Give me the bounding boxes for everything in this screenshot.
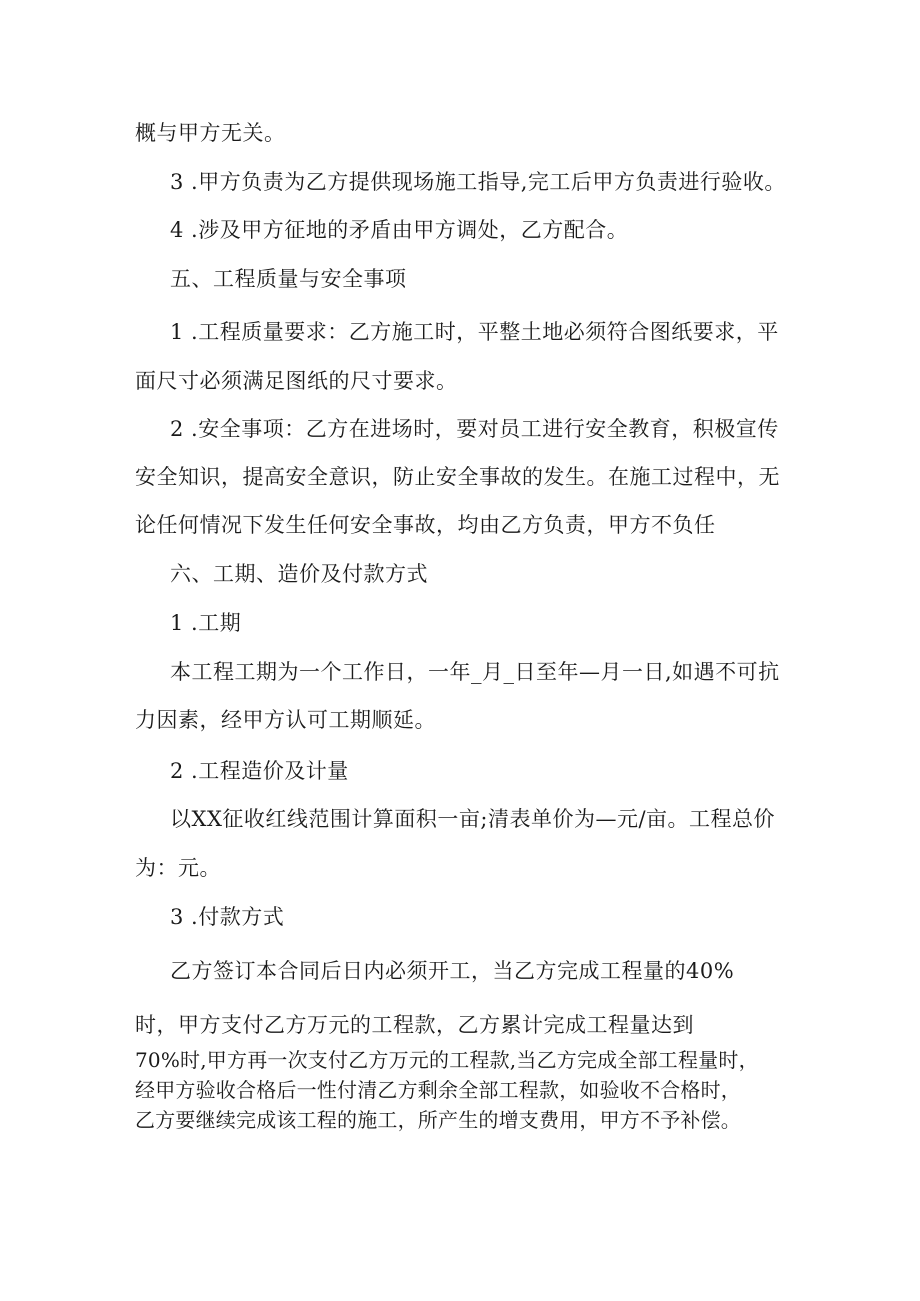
section-heading: 六、工期、造价及付款方式	[170, 562, 428, 586]
paragraph-line: 为：元。	[135, 856, 221, 880]
paragraph-line: 以XX征收红线范围计算面积一亩;清表单价为—元/亩。工程总价	[170, 807, 776, 831]
paragraph-line: 力因素，经甲方认可工期顺延。	[135, 708, 436, 732]
paragraph-line: 时，甲方支付乙方万元的工程款，乙方累计完成工程量达到	[135, 1013, 694, 1037]
paragraph-line: 经甲方验收合格后一性付清乙方剩余全部工程款，如验收不合格时，	[135, 1078, 741, 1102]
subsection-heading: 3 .付款方式	[170, 905, 285, 929]
paragraph-line: 本工程工期为一个工作日，一年_月_日至年—月一日,如遇不可抗	[170, 660, 780, 684]
paragraph-line: 论任何情况下发生任何安全事故，均由乙方负责，甲方不负任	[135, 513, 716, 537]
paragraph-line: 安全知识，提高安全意识，防止安全事故的发生。在施工过程中，无	[135, 465, 780, 489]
paragraph-line: 70%时,甲方再一次支付乙方万元的工程款,当乙方完成全部工程量时，	[135, 1048, 759, 1072]
subsection-heading: 1 .工期	[170, 611, 242, 635]
paragraph-line: 乙方签订本合同后日内必须开工，当乙方完成工程量的40%	[170, 959, 735, 983]
section-heading: 五、工程质量与安全事项	[170, 267, 407, 291]
paragraph-line: 4 .涉及甲方征地的矛盾由甲方调处，乙方配合。	[170, 218, 629, 242]
paragraph-line: 概与甲方无关。	[135, 121, 286, 145]
paragraph-line: 1 .工程质量要求：乙方施工时，平整土地必须符合图纸要求，平	[170, 320, 779, 344]
paragraph-line: 乙方要继续完成该工程的施工，所产生的增支费用，甲方不予补偿。	[135, 1108, 741, 1132]
paragraph-line: 3 .甲方负责为乙方提供现场施工指导,完工后甲方负责进行验收。	[170, 170, 786, 194]
subsection-heading: 2 .工程造价及计量	[170, 759, 349, 783]
paragraph-line: 2 .安全事项：乙方在进场时，要对员工进行安全教育，积极宣传	[170, 417, 779, 441]
paragraph-line: 面尺寸必须满足图纸的尺寸要求。	[135, 369, 458, 393]
